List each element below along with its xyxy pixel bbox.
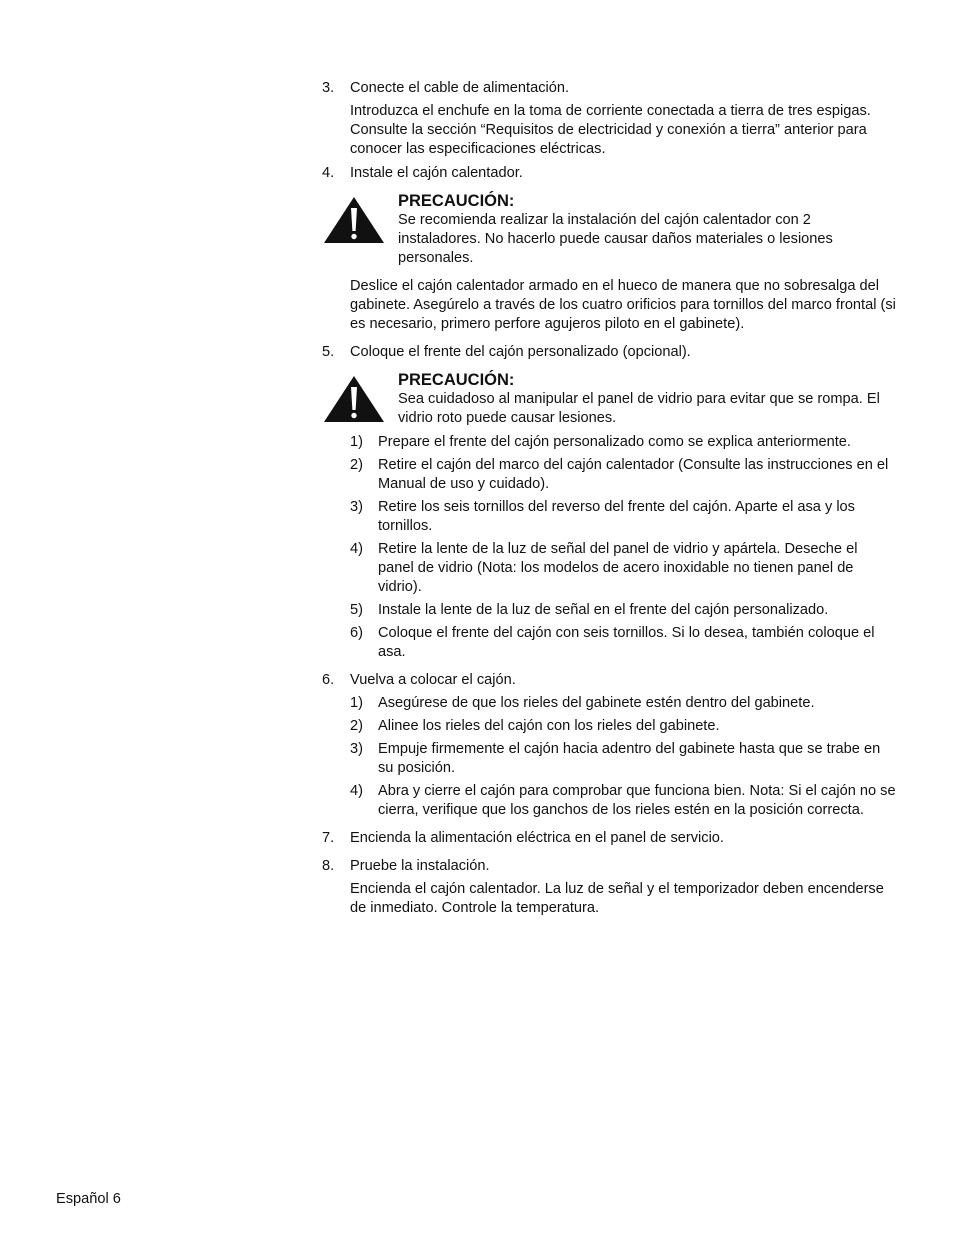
substep-text: Retire el cajón del marco del cajón calentador (Consulte las instrucciones en el Manual de uso y cuidado). — [378, 457, 889, 492]
substep-list — [350, 433, 897, 662]
list-item — [350, 540, 897, 597]
step-number: 7. — [322, 830, 335, 846]
list-item — [350, 433, 897, 452]
list-item — [350, 740, 897, 778]
list-item — [350, 717, 897, 736]
step-4-description — [322, 277, 897, 334]
list-item — [350, 782, 897, 820]
substep-text: Prepare el frente del cajón personalizado como se explica anteriormente. — [378, 434, 851, 450]
list-item — [350, 694, 897, 713]
caution-box — [322, 370, 897, 428]
substep-number: 1) — [350, 434, 363, 450]
instructions — [322, 79, 897, 918]
step-title: Instale el cajón calentador. — [350, 165, 523, 181]
substep-number: 3) — [350, 741, 363, 757]
substep-number: 3) — [350, 499, 363, 515]
caution-text: Se recomienda realizar la instalación del cajón calentador con 2 instaladores. No hacerlo puede causar daños materiales o lesiones personales. — [398, 212, 833, 266]
substep-text: Abra y cierre el cajón para comprobar que funciona bien. Nota: Si el cajón no se cierra, verifique que los ganchos de los rieles estén en la posición correcta. — [378, 783, 896, 818]
caution-title: PRECAUCIÓN: — [398, 192, 515, 210]
list-item — [350, 624, 897, 662]
substep-text: Alinee los rieles del cajón con los rieles del gabinete. — [378, 718, 720, 734]
substep-list — [350, 694, 897, 820]
step-title: Pruebe la instalación. — [350, 858, 490, 874]
step-number: 4. — [322, 165, 335, 181]
list-item — [350, 456, 897, 494]
step-title: Encienda la alimentación eléctrica en el panel de servicio. — [350, 830, 724, 846]
substep-number: 4) — [350, 783, 363, 799]
list-item — [350, 601, 897, 620]
step-description: Encienda el cajón calentador. La luz de señal y el temporizador deben encenderse de inmediato. Controle la temperatura. — [350, 881, 884, 916]
step-description: Introduzca el enchufe en la toma de corriente conectada a tierra de tres espigas. Consulte la sección “Requisitos de electricidad y conexión a tierra” anterior para conocer las especificaciones eléctricas. — [350, 103, 871, 157]
substep-number: 2) — [350, 718, 363, 734]
step-title: Conecte el cable de alimentación. — [350, 80, 570, 96]
substep-number: 6) — [350, 625, 363, 641]
substep-text: Asegúrese de que los rieles del gabinete estén dentro del gabinete. — [378, 695, 815, 711]
warning-triangle-icon — [322, 195, 386, 245]
substep-text: Coloque el frente del cajón con seis tornillos. Si lo desea, también coloque el asa. — [378, 625, 875, 660]
step-6 — [322, 671, 897, 690]
step-number: 6. — [322, 672, 335, 688]
substep-text: Empuje firmemente el cajón hacia adentro del gabinete hasta que se trabe en su posición. — [378, 741, 881, 776]
step-7 — [322, 829, 897, 848]
warning-triangle-icon — [322, 374, 386, 424]
substep-number: 1) — [350, 695, 363, 711]
substep-number: 2) — [350, 457, 363, 473]
step-4 — [322, 164, 897, 183]
step-title: Coloque el frente del cajón personalizado (opcional). — [350, 344, 691, 360]
step-3 — [322, 79, 897, 159]
caution-box — [322, 191, 897, 268]
substep-text: Instale la lente de la luz de señal en el frente del cajón personalizado. — [378, 602, 829, 618]
caution-text: Sea cuidadoso al manipular el panel de vidrio para evitar que se rompa. El vidrio roto puede causar lesiones. — [398, 391, 880, 426]
step-number: 3. — [322, 80, 335, 96]
step-number: 5. — [322, 344, 335, 360]
substep-number: 4) — [350, 541, 363, 557]
step-title: Vuelva a colocar el cajón. — [350, 672, 516, 688]
substep-number: 5) — [350, 602, 363, 618]
step-8 — [322, 857, 897, 918]
substep-text: Retire la lente de la luz de señal del panel de vidrio y apártela. Deseche el panel de vidrio (Nota: los modelos de acero inoxidable no tienen panel de vidrio). — [378, 541, 858, 595]
step-number: 8. — [322, 858, 335, 874]
page-footer: Español 6 — [56, 1191, 121, 1207]
list-item — [350, 498, 897, 536]
step-5 — [322, 343, 897, 362]
substep-text: Retire los seis tornillos del reverso del frente del cajón. Aparte el asa y los tornillos. — [378, 499, 855, 534]
caution-title: PRECAUCIÓN: — [398, 371, 515, 389]
step-description: Deslice el cajón calentador armado en el hueco de manera que no sobresalga del gabinete. Asegúrelo a través de los cuatro orificios para tornillos del marco frontal (si es necesario, primero perfore agujeros piloto en el gabinete). — [350, 278, 896, 332]
